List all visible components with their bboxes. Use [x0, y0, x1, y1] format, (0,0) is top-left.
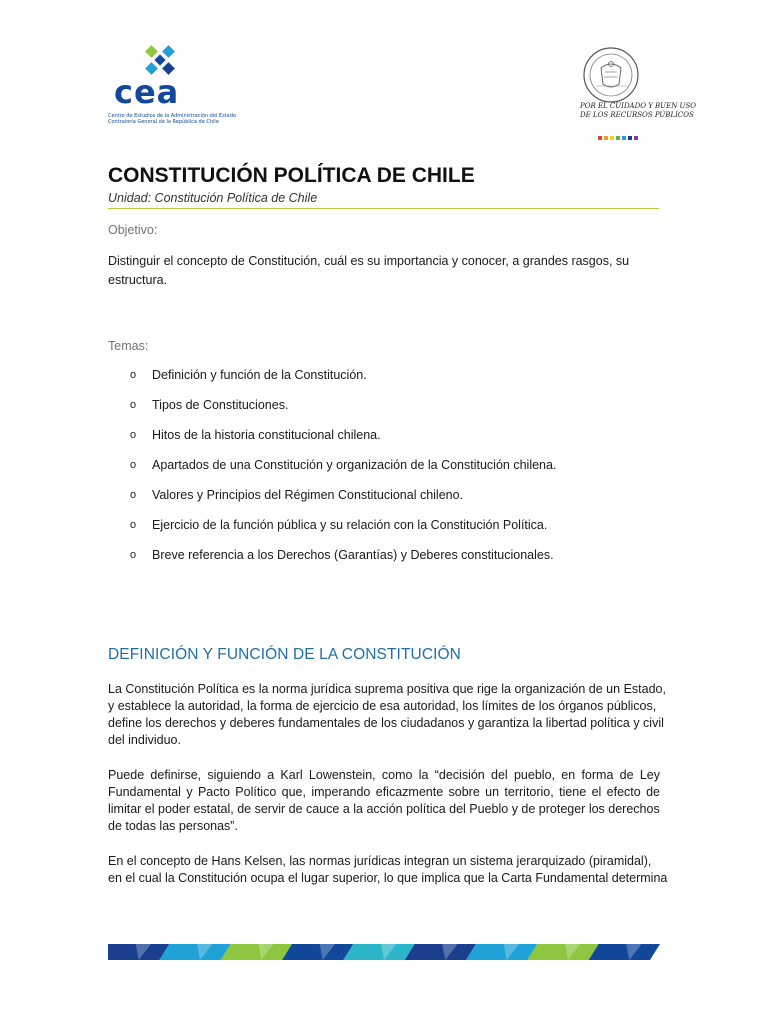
topic-bullet: o — [130, 429, 137, 441]
topic-bullet: o — [130, 399, 137, 411]
footer-band-segment — [405, 944, 476, 960]
topic-bullet: o — [130, 459, 137, 471]
topic-bullet: o — [130, 489, 137, 501]
paragraph-line: define los derechos y deberes fundamentales de los ciudadanos y garantiza la libertad política y civil — [108, 716, 664, 730]
topics-list — [108, 367, 668, 577]
paragraph-definition — [108, 681, 666, 749]
topic-item — [108, 367, 668, 397]
topic-item — [108, 397, 668, 427]
document-title: CONSTITUCIÓN POLÍTICA DE CHILE — [108, 164, 475, 187]
paragraph-line: de todas las personas”. — [108, 819, 238, 833]
objective-label: Objetivo: — [108, 223, 158, 237]
topic-item — [108, 547, 668, 577]
footer-band-segment — [221, 944, 292, 960]
topic-text: Definición y función de la Constitución. — [152, 368, 367, 382]
footer-band-segment — [466, 944, 537, 960]
topic-bullet: o — [130, 549, 137, 561]
cea-subtitle-line1: Centro de Estudios de la Administración del Estado — [108, 113, 236, 119]
topic-bullet: o — [130, 369, 137, 381]
paragraph-kelsen — [108, 853, 668, 887]
topics-label: Temas: — [108, 339, 149, 353]
footer-band-segment — [159, 944, 230, 960]
title-divider — [108, 208, 659, 209]
seal-motto-line1: POR EL CUIDADO Y BUEN USO — [580, 102, 696, 110]
topic-text: Ejercicio de la función pública y su relación con la Constitución Política. — [152, 518, 548, 532]
paragraph-line: limitar el poder estatal, de servir de cauce a la acción política del Pueblo y de proteger los derechos — [108, 802, 660, 816]
topic-text: Apartados de una Constitución y organización de la Constitución chilena. — [152, 458, 557, 472]
footer-band-segment — [343, 944, 414, 960]
topic-item — [108, 427, 668, 457]
paragraph-line: Fundamental y Pacto Político que, imperando eficazmente sobre un territorio, tiene el efecto de — [108, 785, 660, 799]
seal-icon — [582, 46, 640, 104]
paragraph-line: Puede definirse, siguiendo a Karl Lowenstein, como la “decisión del pueblo, en forma de Ley — [108, 768, 660, 782]
paragraph-line: La Constitución Política es la norma jurídica suprema positiva que rige la organización de un Estado, — [108, 682, 666, 696]
section-heading: DEFINICIÓN Y FUNCIÓN DE LA CONSTITUCIÓN — [108, 646, 461, 663]
cea-subtitle-line2: Contraloría General de la República de Chile — [108, 119, 219, 125]
contraloria-seal — [580, 46, 696, 142]
document-unit: Unidad: Constitución Política de Chile — [108, 191, 318, 205]
seal-color-dots — [598, 136, 638, 140]
footer-band-segment — [282, 944, 353, 960]
footer-band-segment — [527, 944, 598, 960]
footer-color-band — [108, 944, 660, 960]
cea-wordmark: cea — [114, 73, 180, 111]
topic-item — [108, 457, 668, 487]
topic-text: Valores y Principios del Régimen Constitucional chileno. — [152, 488, 464, 502]
topic-item — [108, 487, 668, 517]
topic-bullet: o — [130, 519, 137, 531]
objective-line: Distinguir el concepto de Constitución, cuál es su importancia y conocer, a grandes rasgos, su — [108, 254, 630, 268]
paragraph-line: del individuo. — [108, 733, 181, 747]
seal-motto-line2: DE LOS RECURSOS PÚBLICOS — [580, 111, 694, 119]
paragraph-line: En el concepto de Hans Kelsen, las normas jurídicas integran un sistema jerarquizado (piramidal), — [108, 854, 652, 868]
paragraph-lowenstein — [108, 767, 660, 835]
footer-band-segment — [589, 944, 660, 960]
topic-text: Hitos de la historia constitucional chilena. — [152, 428, 381, 442]
paragraph-line: y establece la autoridad, la forma de ejercicio de esa autoridad, los límites de los órganos públicos, — [108, 699, 657, 713]
objective-line: estructura. — [108, 273, 168, 287]
topic-text: Tipos de Constituciones. — [152, 398, 289, 412]
topic-item — [108, 517, 668, 547]
paragraph-line: en el cual la Constitución ocupa el lugar superior, lo que implica que la Carta Fundamental determina — [108, 871, 668, 885]
objective-text — [108, 252, 668, 290]
topic-text: Breve referencia a los Derechos (Garantías) y Deberes constitucionales. — [152, 548, 554, 562]
